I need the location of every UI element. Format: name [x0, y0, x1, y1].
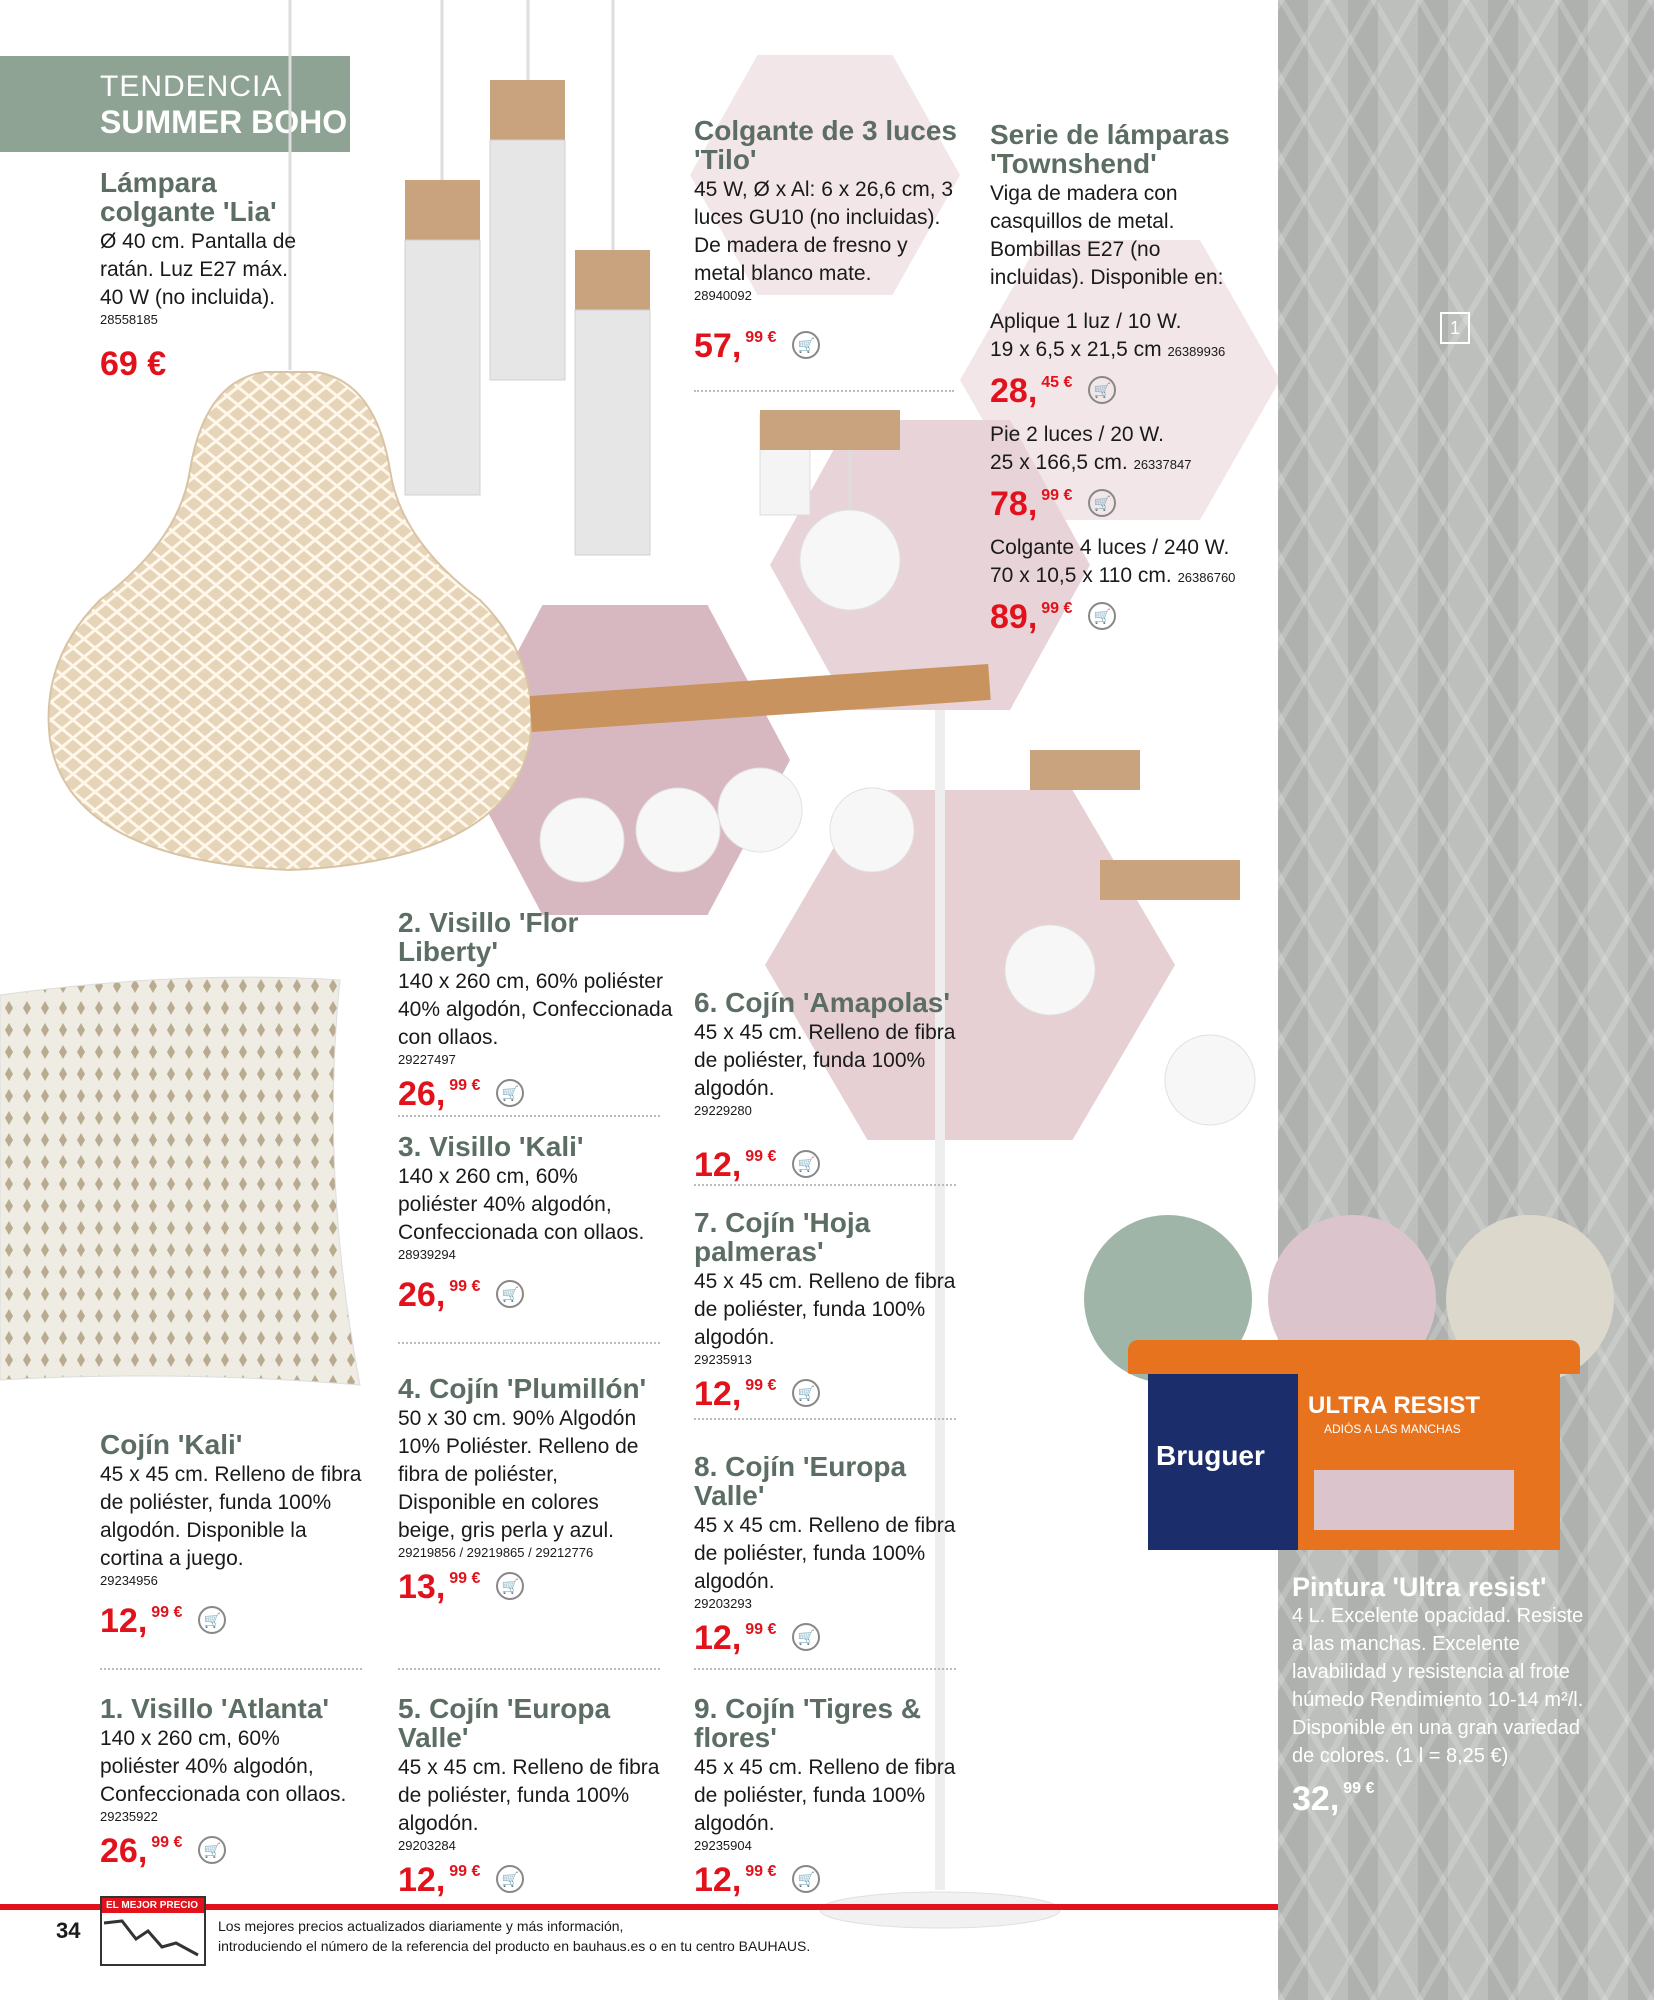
variant-aplique: Aplique 1 luz / 10 W. 19 x 6,5 x 21,5 cm 26389936 28, 45 € 🛒 [990, 308, 1260, 411]
paint-can-subtitle: ADIÓS A LAS MANCHAS [1324, 1422, 1461, 1436]
product-description: 4 L. Excelente opacidad. Resiste a las manchas. Excelente lavabilidad y resistencia al frote húmedo Rendimiento 10-14 m²/l. Disponible en una gran variedad de colores. (1 l = 8,25 €) [1292, 1605, 1584, 1767]
page-number: 34 [56, 1918, 81, 1943]
best-price-badge: EL MEJOR PRECIO [100, 1896, 206, 1966]
cart-icon[interactable]: 🛒 [792, 331, 820, 359]
trend-tag-line2: SUMMER BOHO [100, 104, 348, 140]
product-price: 57, 99 € 🛒 [694, 327, 964, 366]
product-price: 12, 99 € 🛒 [398, 1861, 660, 1900]
product-price: 12, 99 € 🛒 [100, 1602, 370, 1641]
paint-can-image [1128, 1340, 1580, 1550]
product-price: 69 € [100, 345, 167, 383]
product-kali: Cojín 'Kali' 45 x 45 cm. Relleno de fibra de poliéster, funda 100% algodón. Disponible la cortina a juego. 29234956 12, 99 € 🛒 [100, 1430, 370, 1641]
separator [398, 1342, 660, 1344]
product-price: 12, 99 € 🛒 [694, 1146, 964, 1185]
cart-icon[interactable]: 🛒 [792, 1379, 820, 1407]
cart-icon[interactable]: 🛒 [792, 1865, 820, 1893]
product-price: 26, 99 € 🛒 [100, 1832, 362, 1871]
variant-colgante: Colgante 4 luces / 240 W. 70 x 10,5 x 110 cm. 26386760 89, 99 € 🛒 [990, 534, 1260, 637]
product-7: 7. Cojín 'Hoja palmeras' 45 x 45 cm. Relleno de fibra de poliéster, funda 100% algodón. 29235913 12, 99 € 🛒 [694, 1208, 964, 1414]
product-price: 13, 99 € 🛒 [398, 1568, 660, 1607]
product-price: 12, 99 € 🛒 [694, 1375, 964, 1414]
kali-cushion-image [0, 975, 370, 1395]
product-8: 8. Cojín 'Europa Valle' 45 x 45 cm. Relleno de fibra de poliéster, funda 100% algodón. 29203293 12, 99 € 🛒 [694, 1452, 964, 1658]
product-price: 78, 99 € 🛒 [990, 485, 1260, 524]
product-price: 26, 99 € 🛒 [398, 1075, 678, 1114]
product-price: 12, 99 € 🛒 [694, 1619, 964, 1658]
product-reference: 28558185 [100, 312, 158, 327]
paint-can-title: ULTRA RESIST [1308, 1392, 1480, 1419]
variant-pie: Pie 2 luces / 20 W. 25 x 166,5 cm. 26337847 78, 99 € 🛒 [990, 421, 1260, 524]
separator [398, 1668, 660, 1670]
trend-tag-line1: TENDENCIA [100, 70, 283, 103]
product-price: 26, 99 € 🛒 [398, 1276, 660, 1315]
cart-icon[interactable]: 🛒 [1088, 489, 1116, 517]
product-price: 89, 99 € 🛒 [990, 598, 1260, 637]
product-4: 4. Cojín 'Plumillón' 50 x 30 cm. 90% Algodón 10% Poliéster. Relleno de fibra de poliéster, Disponible en colores beige, gris perla y azul. 29219856 / 29219865 / 29212776 13, 99 € 🛒 [398, 1374, 660, 1607]
cart-icon[interactable]: 🛒 [496, 1572, 524, 1600]
cart-icon[interactable]: 🛒 [792, 1623, 820, 1651]
product-9: 9. Cojín 'Tigres & flores' 45 x 45 cm. Relleno de fibra de poliéster, funda 100% algodón. 29235904 12, 99 € 🛒 [694, 1694, 964, 1900]
separator [398, 1115, 660, 1117]
product-5: 5. Cojín 'Europa Valle' 45 x 45 cm. Relleno de fibra de poliéster, funda 100% algodón. 29203284 12, 99 € 🛒 [398, 1693, 660, 1899]
cart-icon[interactable]: 🛒 [496, 1079, 524, 1107]
cart-icon[interactable]: 🛒 [1088, 602, 1116, 630]
product-6: 6. Cojín 'Amapolas' 45 x 45 cm. Relleno de fibra de poliéster, funda 100% algodón. 29229280 12, 99 € 🛒 [694, 988, 964, 1185]
product-tilo [694, 116, 964, 366]
separator [694, 1184, 956, 1186]
price-chart-icon [102, 1913, 202, 1959]
product-reference: 28940092 [694, 288, 752, 303]
separator [100, 1668, 362, 1670]
product-title: Lámpara colgante 'Lia' [100, 167, 277, 227]
product-2: 2. Visillo 'Flor Liberty' 140 x 260 cm, 60% poliéster 40% algodón, Confeccionada con ollaos. 29227497 26, 99 € 🛒 [398, 908, 678, 1114]
product-description: 45 W, Ø x Al: 6 x 26,6 cm, 3 luces GU10 (no incluidas). De madera de fresno y metal blanco mate. [694, 178, 954, 285]
paint-brand: Bruguer [1156, 1440, 1265, 1471]
separator [694, 390, 954, 392]
product-description: Ø 40 cm. Pantalla de ratán. Luz E27 máx. 40 W (no incluida). [100, 230, 297, 309]
product-1: 1. Visillo 'Atlanta' 140 x 260 cm, 60% poliéster 40% algodón, Confeccionada con ollaos. 29235922 26, 99 € 🛒 [100, 1694, 362, 1871]
product-lia [100, 168, 300, 384]
product-price: 12, 99 € 🛒 [694, 1861, 964, 1900]
product-price: 28, 45 € 🛒 [990, 372, 1260, 411]
footer-text: Los mejores precios actualizados diariamente y más información, introduciendo el número de la referencia del producto en bauhaus.es o en tu centro BAUHAUS. [218, 1918, 811, 1954]
product-paint [1292, 1572, 1592, 1819]
cart-icon[interactable]: 🛒 [1088, 376, 1116, 404]
product-townshend [990, 120, 1260, 637]
curtain-number-badge: 1 [1440, 312, 1470, 344]
product-title: Colgante de 3 luces 'Tilo' [694, 115, 957, 175]
product-title: Serie de lámparas 'Townshend' [990, 119, 1230, 179]
product-description: Viga de madera con casquillos de metal. Bombillas E27 (no incluidas). Disponible en: [990, 182, 1224, 289]
cart-icon[interactable]: 🛒 [496, 1865, 524, 1893]
separator [694, 1418, 956, 1420]
cart-icon[interactable]: 🛒 [496, 1280, 524, 1308]
separator [694, 1668, 956, 1670]
product-3: 3. Visillo 'Kali' 140 x 260 cm, 60% poliéster 40% algodón, Confeccionada con ollaos. 28939294 26, 99 € 🛒 [398, 1132, 660, 1315]
cart-icon[interactable]: 🛒 [198, 1606, 226, 1634]
cart-icon[interactable]: 🛒 [792, 1150, 820, 1178]
product-price: 32, 99 € [1292, 1780, 1375, 1818]
cart-icon[interactable]: 🛒 [198, 1836, 226, 1864]
product-title: Pintura 'Ultra resist' [1292, 1572, 1547, 1602]
